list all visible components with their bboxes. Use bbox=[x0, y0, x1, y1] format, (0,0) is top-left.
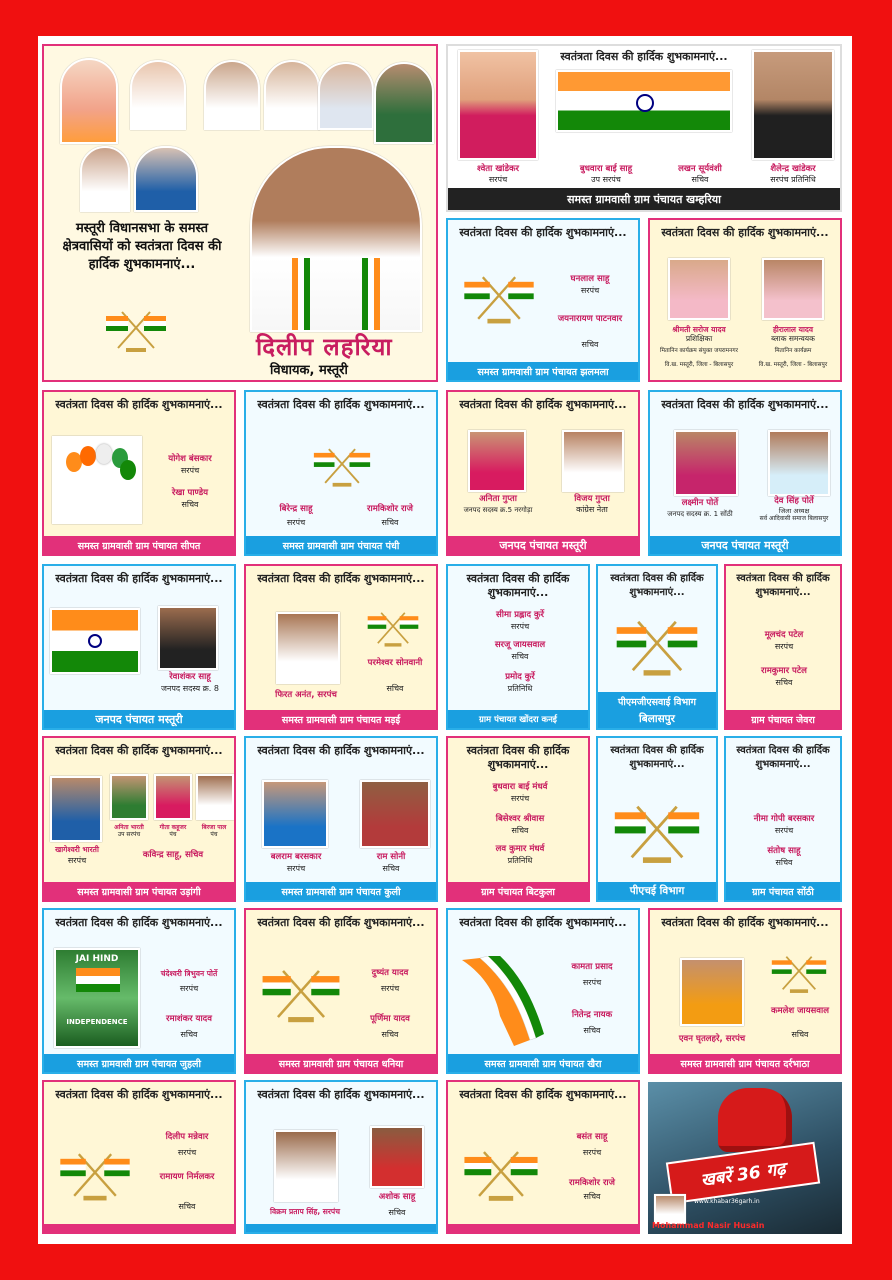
person-name: परमेश्वर सोनवानी bbox=[367, 658, 423, 668]
pandhi-panel bbox=[244, 390, 438, 556]
footer-banner: जनपद पंचायत मस्तूरी bbox=[650, 536, 840, 554]
leader-photo bbox=[318, 62, 374, 130]
jevra-panel bbox=[724, 564, 842, 730]
person-role: सचिव bbox=[388, 1208, 406, 1217]
person-photo bbox=[154, 774, 192, 820]
bitkula-panel bbox=[446, 736, 590, 902]
janpad-panel-1 bbox=[446, 390, 640, 556]
greeting-text: स्वतंत्रता दिवस की हार्दिक शुभकामनाएं... bbox=[55, 916, 223, 929]
greeting-text: स्वतंत्रता दिवस की हार्दिक शुभकामनाएं... bbox=[257, 572, 425, 585]
greeting-text: स्वतंत्रता दिवस की हार्दिक शुभकामनाएं... bbox=[459, 1088, 627, 1101]
person-role: सचिव bbox=[178, 1202, 196, 1211]
crossed-flags-icon bbox=[462, 270, 536, 326]
person-photo bbox=[196, 774, 234, 820]
person-detail: वि.ख. मस्तूरी, जिला - बिलासपुर bbox=[664, 362, 734, 368]
person-role: सरपंच bbox=[510, 622, 530, 631]
person-role: प्रशिक्षिका bbox=[685, 334, 713, 343]
person-photo bbox=[680, 958, 744, 1026]
person-photo bbox=[158, 606, 218, 670]
website-url[interactable]: www.khabar36garh.in bbox=[694, 1198, 760, 1205]
footer-banner: ग्राम पंचायत बिटकुला bbox=[448, 882, 588, 900]
greeting-text: स्वतंत्रता दिवस की हार्दिक शुभकामनाएं... bbox=[459, 226, 627, 239]
person-name: विजय गुप्ता bbox=[574, 494, 610, 504]
person-photo bbox=[360, 780, 430, 848]
greeting-text: स्वतंत्रता दिवस की हार्दिक शुभकामनाएं... bbox=[661, 916, 829, 929]
person-name: जयनारायण पाटनवार bbox=[557, 314, 623, 324]
greeting-text: स्वतंत्रता दिवस की हार्दिक शुभकामनाएं... bbox=[257, 1088, 425, 1101]
person-role: सरपंच bbox=[582, 1148, 602, 1157]
greeting-text: स्वतंत्रता दिवस की हार्दिक शुभकामनाएं... bbox=[55, 1088, 223, 1101]
brand-logo: खबरें 36 गढ़ bbox=[699, 1159, 787, 1191]
person-name: नितेन्द्र नायक bbox=[571, 1010, 613, 1020]
phe-panel bbox=[596, 736, 718, 902]
balloons-image bbox=[52, 436, 142, 524]
greeting-text: स्वतंत्रता दिवस की हार्दिक शुभकामनाएं... bbox=[736, 745, 830, 770]
greeting-text: स्वतंत्रता दिवस की हार्दिक शुभकामनाएं... bbox=[610, 573, 704, 598]
greeting-text: स्वतंत्रता दिवस की हार्दिक शुभकामनाएं... bbox=[661, 226, 829, 239]
greeting-text: स्वतंत्रता दिवस की हार्दिक शुभकामनाएं... bbox=[55, 572, 223, 585]
greeting-text: स्वतंत्रता दिवस की हार्दिक शुभकामनाएं... bbox=[560, 50, 728, 63]
person-name: बलराम बरसकार bbox=[270, 852, 322, 862]
crossed-flags-icon bbox=[58, 1140, 132, 1210]
footer-banner: ग्राम पंचायत खोंदरा कनई bbox=[448, 710, 588, 728]
person-name: रामकुमार पटेल bbox=[761, 666, 807, 676]
pmgsy-panel bbox=[596, 564, 718, 730]
footer-banner: ग्राम पंचायत सोंठी bbox=[726, 882, 840, 900]
seepat-panel bbox=[42, 390, 236, 556]
crossed-flags-icon bbox=[104, 308, 168, 352]
greeting-text: स्वतंत्रता दिवस की हार्दिक शुभकामनाएं... bbox=[736, 573, 830, 598]
indian-flag-image bbox=[556, 70, 732, 132]
waving-flag-icon bbox=[456, 956, 544, 1048]
person-role: सचिव bbox=[386, 684, 404, 693]
footer-banner bbox=[448, 1224, 638, 1232]
person-role: सरपंच bbox=[179, 984, 199, 993]
leader-photo bbox=[204, 60, 260, 130]
crossed-flags-icon bbox=[770, 950, 828, 996]
person-photo bbox=[50, 776, 102, 842]
person-role: सरपंच bbox=[180, 466, 200, 475]
poster-text: INDEPENDENCE bbox=[66, 1018, 128, 1026]
footer-banner: पीएमजीएसवाई विभाग bbox=[598, 692, 716, 710]
footer-banner: पीएचई विभाग bbox=[598, 882, 716, 900]
greeting-text: स्वतंत्रता दिवस की हार्दिक शुभकामनाएं... bbox=[55, 398, 223, 411]
owner-name: Mohammad Nasir Husain bbox=[652, 1221, 765, 1230]
person-role: उप सरपंच bbox=[591, 175, 621, 184]
person-photo bbox=[668, 258, 730, 320]
person-role: सचिव bbox=[381, 1030, 399, 1039]
person-role: सरपंच bbox=[177, 1148, 197, 1157]
person-photo bbox=[276, 612, 340, 684]
person-name: खागेश्वरी भारती bbox=[55, 845, 99, 854]
person-detail: मितानिन कार्यक्रम संयुक्त जयरामनगर bbox=[659, 348, 739, 354]
person-photo bbox=[768, 430, 830, 496]
crossed-flags-icon bbox=[614, 614, 700, 678]
mla-message: मस्तूरी विधानसभा के समस्त क्षेत्रवासियों को स्वतंत्रता दिवस की हार्दिक शुभकामनाएं... bbox=[62, 221, 222, 272]
microphone-icon bbox=[718, 1088, 792, 1152]
person-name: फिरत अनंत, सरपंच bbox=[275, 690, 337, 700]
person-name: बुधवारा बाई साहू bbox=[579, 164, 633, 174]
person-name: राम सोनी bbox=[376, 852, 406, 862]
juhali-panel bbox=[42, 908, 236, 1074]
person-name: संतोष साहू bbox=[767, 846, 801, 856]
person-name: विक्रम प्रताप सिंह, सरपंच bbox=[270, 1207, 340, 1216]
footer-banner: समस्त ग्रामवासी ग्राम पंचायत पंधी bbox=[246, 536, 436, 554]
footer-banner: समस्त ग्रामवासी ग्राम पंचायत उड़ांगी bbox=[44, 882, 234, 900]
person-role: सचिव bbox=[511, 826, 529, 835]
person-name: गीता कहूजर bbox=[159, 824, 187, 831]
footer-banner: समस्त ग्रामवासी ग्राम पंचायत सीपत bbox=[44, 536, 234, 554]
person-role: सरपंच bbox=[67, 856, 87, 865]
person-name: एवन घृतलहरे, सरपंच bbox=[678, 1034, 746, 1044]
person-name: सरजू जायसवाल bbox=[494, 640, 546, 650]
khaira-panel bbox=[446, 908, 640, 1074]
person-role: सचिव bbox=[511, 652, 529, 661]
news-channel-ad bbox=[646, 1080, 844, 1236]
person-name: दुष्यंत यादव bbox=[371, 968, 409, 978]
person-role: सचिव bbox=[180, 1030, 198, 1039]
greeting-text: स्वतंत्रता दिवस की हार्दिक शुभकामनाएं... bbox=[610, 745, 704, 770]
leader-photo bbox=[264, 60, 320, 130]
person-name: रामकिशोर राजे bbox=[367, 504, 413, 514]
person-role: सरपंच bbox=[286, 864, 306, 873]
footer-banner bbox=[44, 1224, 234, 1232]
person-role: जनपद सदस्य क्र.5 नरगोड़ा bbox=[463, 506, 533, 514]
mitanin-panel bbox=[648, 218, 842, 382]
person-role: सरपंच bbox=[774, 826, 794, 835]
footer-banner: समस्त ग्रामवासी ग्राम पंचायत खैरा bbox=[448, 1054, 638, 1072]
khondra-panel bbox=[446, 564, 590, 730]
person-role: कांग्रेस नेता bbox=[576, 505, 608, 514]
darrabhata-panel bbox=[648, 908, 842, 1074]
person-name: कविन्द्र साहू, सचिव bbox=[142, 850, 204, 860]
person-role: जिला अध्यक्ष bbox=[778, 507, 810, 515]
person-name: प्रमोद कुर्रे bbox=[505, 672, 535, 682]
person-name: सीमा प्रह्लाद कुर्रे bbox=[496, 610, 544, 620]
person-name: लखन सूर्यवंशी bbox=[678, 164, 722, 174]
person-name: श्रीमती सरोज यादव bbox=[672, 325, 726, 334]
person-photo bbox=[468, 430, 526, 492]
person-role: सरपंच bbox=[286, 518, 306, 527]
person-role: प्रतिनिधि bbox=[507, 684, 533, 693]
leader-photo bbox=[134, 146, 198, 212]
janpad-panel-2 bbox=[648, 390, 842, 556]
footer-banner: समस्त ग्रामवासी ग्राम पंचायत खम्हरिया bbox=[448, 188, 840, 210]
brand-plate bbox=[666, 1142, 820, 1204]
person-name: योगेश बंसकार bbox=[168, 454, 212, 464]
person-role: सरपंच bbox=[580, 286, 600, 295]
leader-photo bbox=[80, 146, 130, 212]
person-role: पंच bbox=[169, 831, 177, 838]
footer-banner: बिलासपुर bbox=[598, 710, 716, 728]
leader-photo bbox=[374, 62, 434, 144]
person-role: सचिव bbox=[382, 864, 400, 873]
person-role: जनपद सदस्य क्र. 1 सोंठी bbox=[667, 510, 733, 518]
footer-banner bbox=[246, 1224, 436, 1232]
greeting-text: स्वतंत्रता दिवस की हार्दिक शुभकामनाएं... bbox=[661, 398, 829, 411]
greeting-text: स्वतंत्रता दिवस की हार्दिक शुभकामनाएं... bbox=[459, 916, 627, 929]
person-name: अशोक साहू bbox=[378, 1192, 416, 1202]
ad-sheet bbox=[38, 36, 852, 1244]
mla-role: विधायक, मस्तूरी bbox=[270, 363, 348, 378]
jai-hind-poster bbox=[54, 948, 140, 1048]
owner-photo bbox=[654, 1194, 686, 1224]
greeting-text: स्वतंत्रता दिवस की हार्दिक शुभकामनाएं... bbox=[466, 744, 570, 771]
crossed-flags-icon bbox=[462, 1138, 540, 1210]
person-name: घनलाल साहू bbox=[570, 274, 610, 284]
person-role: सचिव bbox=[791, 1030, 809, 1039]
panchayat-panel bbox=[244, 1080, 438, 1234]
janpad-panel-3 bbox=[42, 564, 236, 730]
poster-text: JAI HIND bbox=[75, 954, 119, 964]
person-name: बिसेश्वर श्रीवास bbox=[495, 814, 545, 824]
person-role: सरपंच bbox=[774, 642, 794, 651]
person-name: रामायण निर्मलकर bbox=[159, 1172, 215, 1182]
person-name: रेखा पाण्डेय bbox=[171, 488, 209, 498]
person-role: सरपंच bbox=[582, 978, 602, 987]
footer-banner: जनपद पंचायत मस्तूरी bbox=[44, 710, 234, 728]
person-name: अनिता गुप्ता bbox=[479, 494, 517, 504]
person-name: रेवाशंकर साहू bbox=[169, 672, 211, 682]
crossed-flags-icon bbox=[366, 606, 420, 650]
panchayat-panel bbox=[42, 1080, 236, 1234]
indian-flag-image bbox=[50, 608, 140, 674]
person-photo bbox=[262, 780, 328, 848]
person-role: सरपंच प्रतिनिधि bbox=[770, 175, 816, 184]
person-role: सचिव bbox=[581, 340, 599, 349]
person-role: सरपंच bbox=[380, 984, 400, 993]
person-name: रमाशंकर यादव bbox=[166, 1014, 212, 1024]
kuli-panel bbox=[244, 736, 438, 902]
person-role: ब्लाक समन्वयक bbox=[771, 334, 815, 343]
person-photo bbox=[752, 50, 834, 160]
person-role: सचिव bbox=[691, 175, 709, 184]
person-name: नीमा गोपी बरसकार bbox=[753, 814, 815, 824]
person-name: चंदेश्वरी त्रिभुवन पोर्ते bbox=[160, 969, 218, 978]
person-role: सचिव bbox=[583, 1026, 601, 1035]
footer-banner: समस्त ग्रामवासी ग्राम पंचायत जुहली bbox=[44, 1054, 234, 1072]
footer-banner: समस्त ग्रामवासी ग्राम पंचायत झलमला bbox=[448, 362, 638, 380]
footer-banner: समस्त ग्रामवासी ग्राम पंचायत धनिया bbox=[246, 1054, 436, 1072]
person-name: कमलेश जायसवाल bbox=[771, 1006, 829, 1016]
crossed-flags-icon bbox=[260, 962, 342, 1026]
greeting-text: स्वतंत्रता दिवस की हार्दिक शुभकामनाएं... bbox=[257, 744, 425, 757]
person-role: जनपद सदस्य क्र. 8 bbox=[161, 684, 219, 693]
greeting-text: स्वतंत्रता दिवस की हार्दिक शुभकामनाएं... bbox=[257, 398, 425, 411]
person-photo bbox=[110, 774, 148, 820]
udangi-panel bbox=[42, 736, 236, 902]
crossed-flags-icon bbox=[612, 796, 702, 868]
person-detail: वि.ख. मस्तूरी, जिला - बिलासपुर bbox=[758, 362, 828, 368]
panchayat-panel bbox=[446, 1080, 640, 1234]
khamhariya-panel bbox=[446, 44, 842, 212]
person-name: श्वेता खांडेकर bbox=[476, 164, 520, 174]
mla-name: दिलीप लहरिया bbox=[256, 333, 393, 361]
greeting-text: स्वतंत्रता दिवस की हार्दिक शुभकामनाएं... bbox=[459, 398, 627, 411]
person-role: सचिव bbox=[381, 518, 399, 527]
jhalmala-panel bbox=[446, 218, 640, 382]
person-role: सर्व आदिवासी समाज बिलासपुर bbox=[759, 515, 829, 522]
footer-banner: समस्त ग्रामवासी ग्राम पंचायत मड़ई bbox=[246, 710, 436, 728]
madai-panel bbox=[244, 564, 438, 730]
footer-banner: समस्त ग्रामवासी ग्राम पंचायत कुली bbox=[246, 882, 436, 900]
person-name: हीरालाल यादव bbox=[772, 325, 814, 334]
person-name: कामता प्रसाद bbox=[571, 962, 613, 972]
footer-banner: समस्त ग्रामवासी ग्राम पंचायत दर्रभाठा bbox=[650, 1054, 840, 1072]
person-photo bbox=[274, 1130, 338, 1202]
footer-banner: जनपद पंचायत मस्तूरी bbox=[448, 536, 638, 554]
crossed-flags-icon bbox=[312, 442, 372, 490]
greeting-text: स्वतंत्रता दिवस की हार्दिक शुभकामनाएं... bbox=[466, 572, 570, 599]
person-role: सरपंच bbox=[488, 175, 508, 184]
mla-photo bbox=[250, 146, 422, 332]
person-detail: मितानिन कार्यक्रम bbox=[774, 348, 812, 354]
person-name: अनिता भारती bbox=[114, 824, 144, 831]
person-name: शैलेन्द्र खांडेकर bbox=[770, 164, 816, 174]
person-name: बिरेन्द्र साहू bbox=[279, 504, 313, 514]
person-name: रामकिशोर राजे bbox=[569, 1178, 615, 1188]
footer-banner: ग्राम पंचायत जेवरा bbox=[726, 710, 840, 728]
sonthi-panel bbox=[724, 736, 842, 902]
person-role: पंच bbox=[210, 831, 218, 838]
greeting-text: स्वतंत्रता दिवस की हार्दिक शुभकामनाएं... bbox=[257, 916, 425, 929]
person-name: लव कुमार मंधर्व bbox=[495, 844, 545, 854]
leader-photo bbox=[130, 60, 186, 130]
person-photo bbox=[370, 1126, 424, 1188]
greeting-text: स्वतंत्रता दिवस की हार्दिक शुभकामनाएं... bbox=[55, 744, 223, 757]
person-photo bbox=[762, 258, 824, 320]
person-name: देव सिंह पोर्ते bbox=[774, 496, 814, 506]
person-photo bbox=[674, 430, 738, 496]
person-role: सचिव bbox=[583, 1192, 601, 1201]
leader-photo bbox=[60, 58, 118, 144]
dhaniya-panel bbox=[244, 908, 438, 1074]
person-name: लक्ष्मीन पोर्ते bbox=[681, 498, 719, 508]
person-name: मूलचंद पटेल bbox=[764, 630, 804, 640]
person-role: सचिव bbox=[775, 858, 793, 867]
person-role: उप सरपंच bbox=[117, 831, 141, 838]
person-name: बसंत साहू bbox=[576, 1132, 608, 1142]
person-role: सचिव bbox=[775, 678, 793, 687]
person-name: पूर्णिमा यादव bbox=[370, 1014, 410, 1024]
mla-panel bbox=[42, 44, 438, 382]
person-name: बिरजा पाल bbox=[201, 824, 227, 831]
person-name: दिलीप मन्नेवार bbox=[165, 1132, 209, 1142]
person-role: सरपंच bbox=[510, 794, 530, 803]
person-photo bbox=[458, 50, 538, 160]
person-role: प्रतिनिधि bbox=[507, 856, 533, 865]
person-photo bbox=[562, 430, 624, 492]
person-name: बुधवारा बाई मंधर्व bbox=[492, 782, 548, 792]
person-role: सचिव bbox=[181, 500, 199, 509]
